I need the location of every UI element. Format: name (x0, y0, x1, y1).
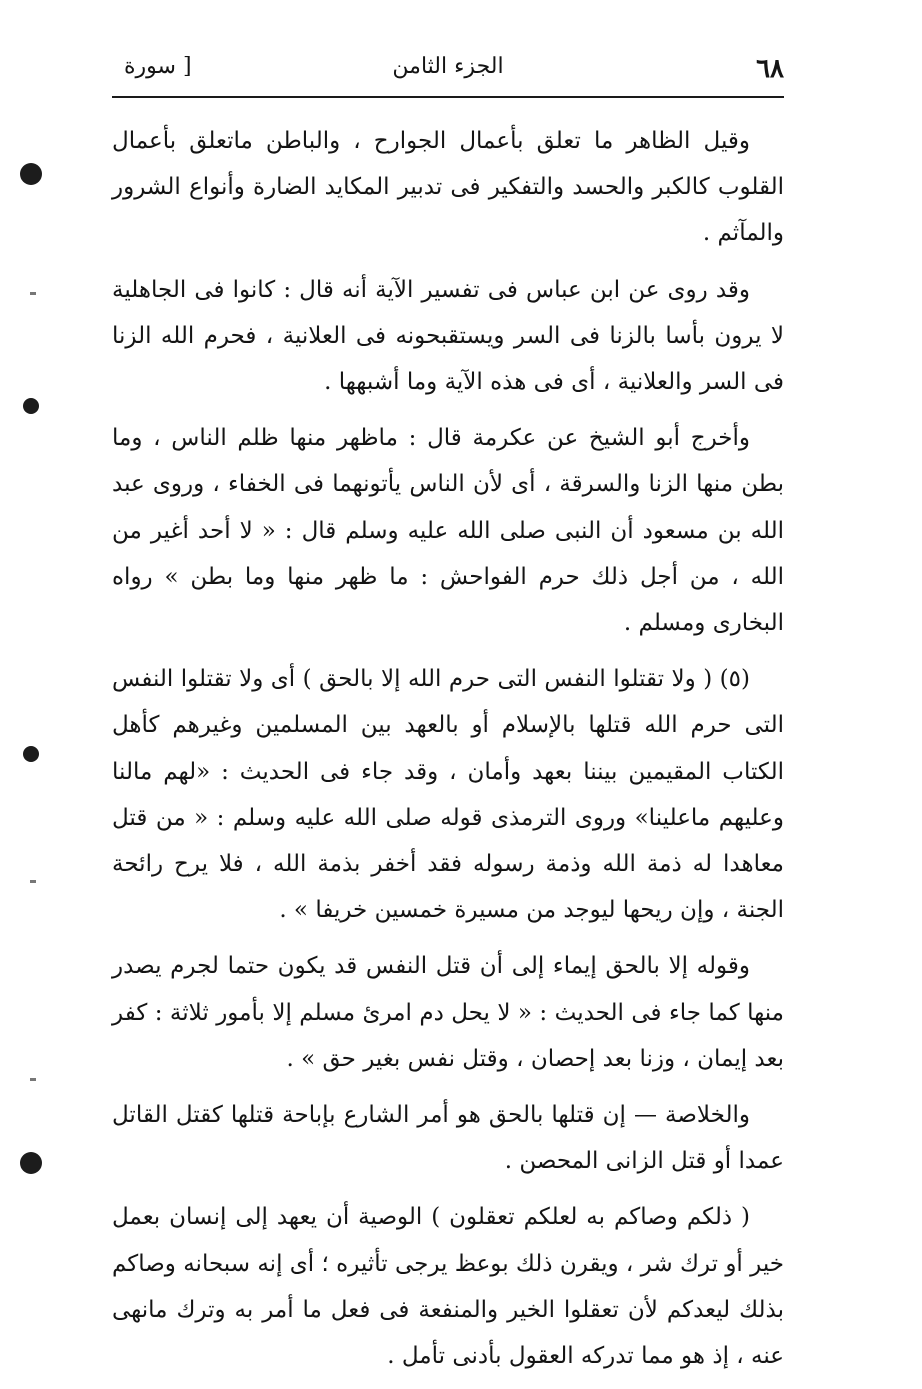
page-number: ٦٨ (756, 54, 784, 84)
paragraph-ikrima-hadith: وأخرج أبو الشيخ عن عكرمة قال : ماظهر منها ظلم الناس ، وما بطن منها الزنا والسرقة ، أى لأن الناس يأتونهما فى الخفاء ، وروى عبد الله بن مسعود أن النبى صلى الله عليه وسلم قال : « لا أحد أغير من الله ، من أجل ذلك حرم الفواحش : ما ظهر منها وما بطن » رواه البخارى ومسلم . (112, 425, 784, 637)
margin-ink-spot (20, 163, 42, 185)
header-rule (112, 96, 784, 98)
paragraph-inner-outer-sins: وقيل الظاهر ما تعلق بأعمال الجوارح ، والباطن ماتعلق بأعمال القلوب كالكبر والحسد والتفكير فى تدبير المكايد الضارة وأنواع الشرور والمآثم . (112, 128, 784, 247)
margin-ink-spot (23, 746, 39, 762)
part-title: الجزء الثامن (392, 54, 504, 79)
margin-ink-spot (20, 1152, 42, 1174)
paragraph-except-by-right: وقوله إلا بالحق إيماء إلى أن قتل النفس قد يكون حتما لجرم يصدر منها كما جاء فى الحديث : « لا يحل دم امرئ مسلم إلا بأمور ثلاثة : كفر بعد إيمان ، وزنا بعد إحصان ، وقتل نفس بغير حق » . (112, 953, 784, 1072)
margin-ink-tick (30, 880, 36, 883)
margin-ink-spot (23, 398, 39, 414)
page-header (112, 52, 784, 94)
page-body (112, 118, 784, 1389)
margin-ink-tick (30, 1078, 36, 1081)
margin-ink-tick (30, 292, 36, 295)
paragraph-ibn-abbas: وقد روى عن ابن عباس فى تفسير الآية أنه قال : كانوا فى الجاهلية لا يرون بأسا بالزنا فى السر ويستقبحونه فى العلانية ، فحرم الله الزنا فى السر والعلانية ، أى فى هذه الآية وما أشبهها . (112, 276, 784, 396)
paragraph-verse-5: (٥) ( ولا تقتلوا النفس التى حرم الله إلا بالحق ) أى ولا تقتلوا النفس التى حرم الله قتلها بالإسلام أو بالعهد بين المسلمين وغيرهم كأهل الكتاب المقيمين بيننا بعهد وأمان ، وقد جاء فى الحديث : «لهم مالنا وعليهم ماعلينا» وروى الترمذى قوله صلى الله عليه وسلم : « من قتل معاهدا له ذمة الله وذمة رسوله فقد أخفر بذمة الله ، فلا يرح رائحة الجنة ، وإن ريحها ليوجد من مسيرة خمسين خريفا » . (112, 666, 784, 924)
surah-label: [ سورة (124, 54, 192, 79)
paragraph-commandment: ( ذلكم وصاكم به لعلكم تعقلون ) الوصية أن يعهد إلى إنسان بعمل خير أو ترك شر ، ويقرن ذلك بوعظ يرجى تأثيره ؛ أى إنه سبحانه وصاكم بذلك ليعدكم لأن تعقلوا الخير والمنفعة فى فعل ما أمر به وترك مانهى عنه ، إذ هو مما تدركه العقول بأدنى تأمل . (112, 1204, 784, 1370)
paragraph-summary: والخلاصة — إن قتلها بالحق هو أمر الشارع بإباحة قتلها كقتل القاتل عمدا أو قتل الزانى المحصن . (112, 1102, 784, 1175)
